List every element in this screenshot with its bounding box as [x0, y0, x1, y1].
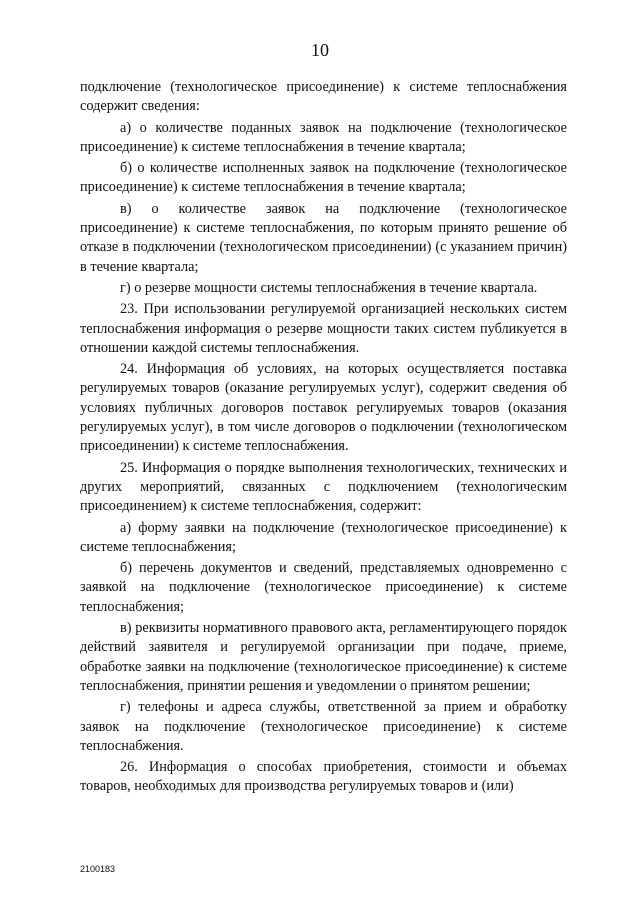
paragraph: а) о количестве поданных заявок на подключение (технологическое присоединение) к системе теплоснабжения в течение квартала; — [80, 119, 567, 155]
paragraph: г) телефоны и адреса службы, ответственной за прием и обработку заявок на подключение (технологическое присоединение) к системе теплоснабжения. — [80, 699, 567, 754]
paragraph: в) реквизиты нормативного правового акта, регламентирующего порядок действий заявителя и регулируемой организации при подаче, приеме, обработке заявки на подключение (технологическое присоединение) к системе теплоснабжения, принятии решения и уведомлении о принятом решении; — [80, 620, 567, 694]
document-body — [80, 78, 567, 799]
paragraph: подключение (технологическое присоединение) к системе теплоснабжения содержит сведения: — [80, 79, 567, 115]
document-code: 2100183 — [80, 864, 116, 874]
paragraph: г) о резерве мощности системы теплоснабжения в течение квартала. — [120, 279, 538, 296]
paragraph: б) о количестве исполненных заявок на подключение (технологическое присоединение) к системе теплоснабжения в течение квартала; — [80, 160, 567, 196]
page-number: 10 — [311, 40, 329, 60]
paragraph: 26. Информация о способах приобретения, стоимости и объемах товаров, необходимых для производства регулируемых товаров и (или) — [80, 759, 567, 795]
paragraph: в) о количестве заявок на подключение (технологическое присоединение) к системе теплоснабжения, по которым принято решение об отказе в подключении (технологическом присоединении) (с указанием причин) в течение квартала; — [80, 200, 567, 275]
paragraph: б) перечень документов и сведений, представляемых одновременно с заявкой на подключение (технологическое присоединение) к системе теплоснабжения; — [80, 560, 567, 615]
paragraph: а) форму заявки на подключение (технологическое присоединение) к системе теплоснабжения; — [80, 519, 567, 555]
paragraph: 23. При использовании регулируемой организацией нескольких систем теплоснабжения информация о резерве мощности таких систем публикуется в отношении каждой системы теплоснабжения. — [80, 301, 567, 356]
paragraph: 24. Информация об условиях, на которых осуществляется поставка регулируемых товаров (оказание регулируемых услуг), содержит сведения об условиях публичных договоров поставок регулируемых товаров (оказания регулируемых услуг), в том числе договоров о подключении (технологическом присоединении) к системе теплоснабжения. — [80, 361, 567, 455]
paragraph: 25. Информация о порядке выполнения технологических, технических и других мероприятий, связанных с подключением (технологическим присоединением) к системе теплоснабжения, содержит: — [80, 459, 567, 515]
